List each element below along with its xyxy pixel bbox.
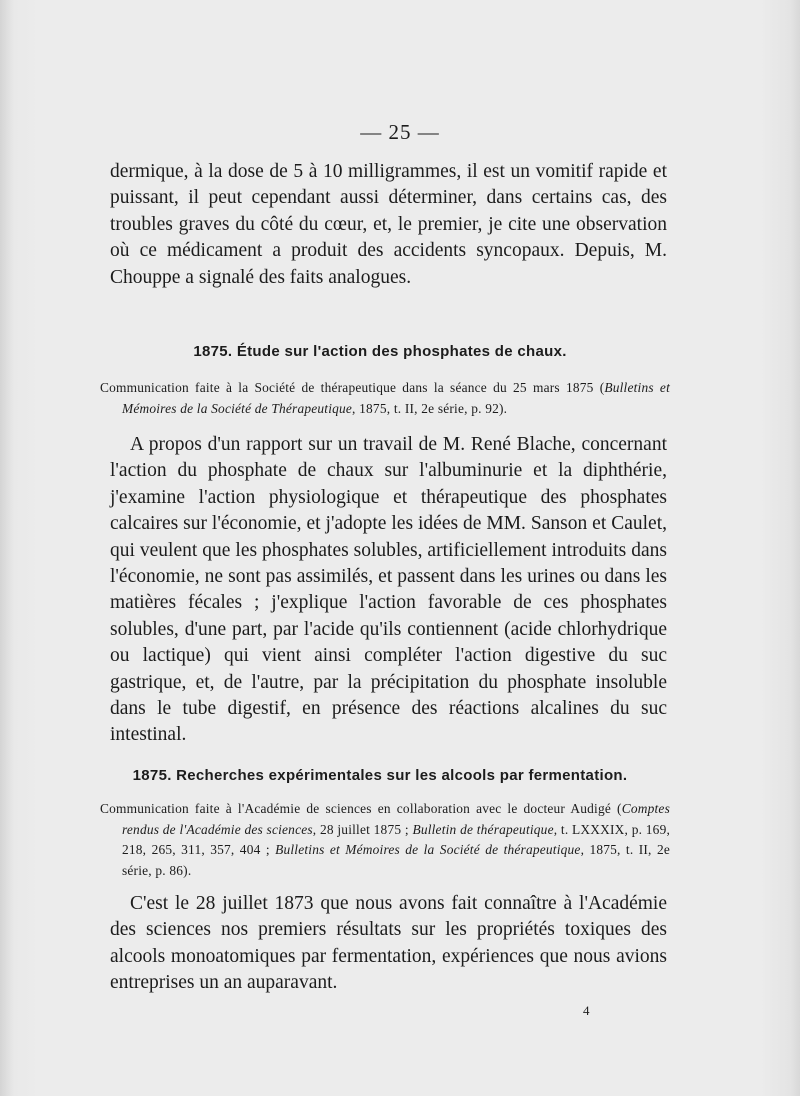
note-tail: , 1875, t. II, 2e série, p. 86).	[122, 842, 670, 878]
section-heading-alcools: 1875. Recherches expérimentales sur les alcools par fermentation.	[132, 767, 628, 784]
note-text: Communication faite à l'Académie de sciences en collaboration avec le docteur Audigé (	[100, 801, 622, 816]
note-text: Communication faite à la Société de thérapeutique dans la séance du 25 mars 1875 (	[100, 380, 605, 395]
section-note-phosphates	[100, 378, 670, 419]
note-mid2: , t. LXXXIX, p. 169, 218, 265, 311, 357, 404 ;	[122, 821, 671, 857]
note-mid: , 28 juillet 1875 ;	[312, 821, 413, 837]
note-journal: Bulletins et Mémoires de la Société de Thérapeutique	[122, 380, 670, 416]
section-heading-phosphates: 1875. Étude sur l'action des phosphates de chaux.	[193, 343, 567, 360]
page-number: — 25 —	[360, 120, 440, 144]
note-tail: , 1875, t. II, 2e série, p. 92).	[352, 400, 508, 416]
section-note-alcools	[100, 799, 670, 881]
note-journal-comptes: Comptes rendus de l'Académie des sciences	[122, 801, 670, 837]
paragraph-alcools: C'est le 28 juillet 1873 que nous avons fait connaître à l'Académie des sciences nos premiers résultats sur les propriétés toxiques des alcools monoatomiques par fermentation, expériences que nous avions entreprises un an auparavant.	[110, 893, 667, 994]
note-journal-bulletin: Bulletin de thérapeutique	[412, 821, 554, 837]
note-journal-memoires: Bulletins et Mémoires de la Société de thérapeutique	[275, 842, 581, 857]
paragraph-phosphates: A propos d'un rapport sur un travail de M. René Blache, concernant l'action du phosphate de chaux sur l'albuminurie et la diphthérie, j'examine l'action physiologique et thérapeutique des phosphates calcaires sur l'économie, et j'adopte les idées de MM. Sanson et Caulet, qui veulent que les phosphates solubles, artificiellement introduits dans l'économie, ne sont pas assimilés, et passent dans les urines ou dans les matières fécales ; j'explique l'action favorable de ces phosphates solubles, d'une part, par l'acide qu'ils contiennent (acide chlorhydrique ou lactique) qui vient ainsi compléter l'action digestive du suc gastrique, et, de l'autre, par la précipitation du phosphate insoluble dans le tube digestif, en présence des réactions alcalines du suc intestinal.	[110, 434, 667, 746]
paragraph-dermique: dermique, à la dose de 5 à 10 milligrammes, il est un vomitif rapide et puissant, il peut cependant aussi déterminer, dans certains cas, des troubles graves du côté du cœur, et, le premier, je cite une observation où ce médicament a produit des accidents syncopaux. Depuis, M. Chouppe a signalé des faits analogues.	[110, 161, 667, 288]
signature-mark: 4	[583, 1003, 590, 1018]
